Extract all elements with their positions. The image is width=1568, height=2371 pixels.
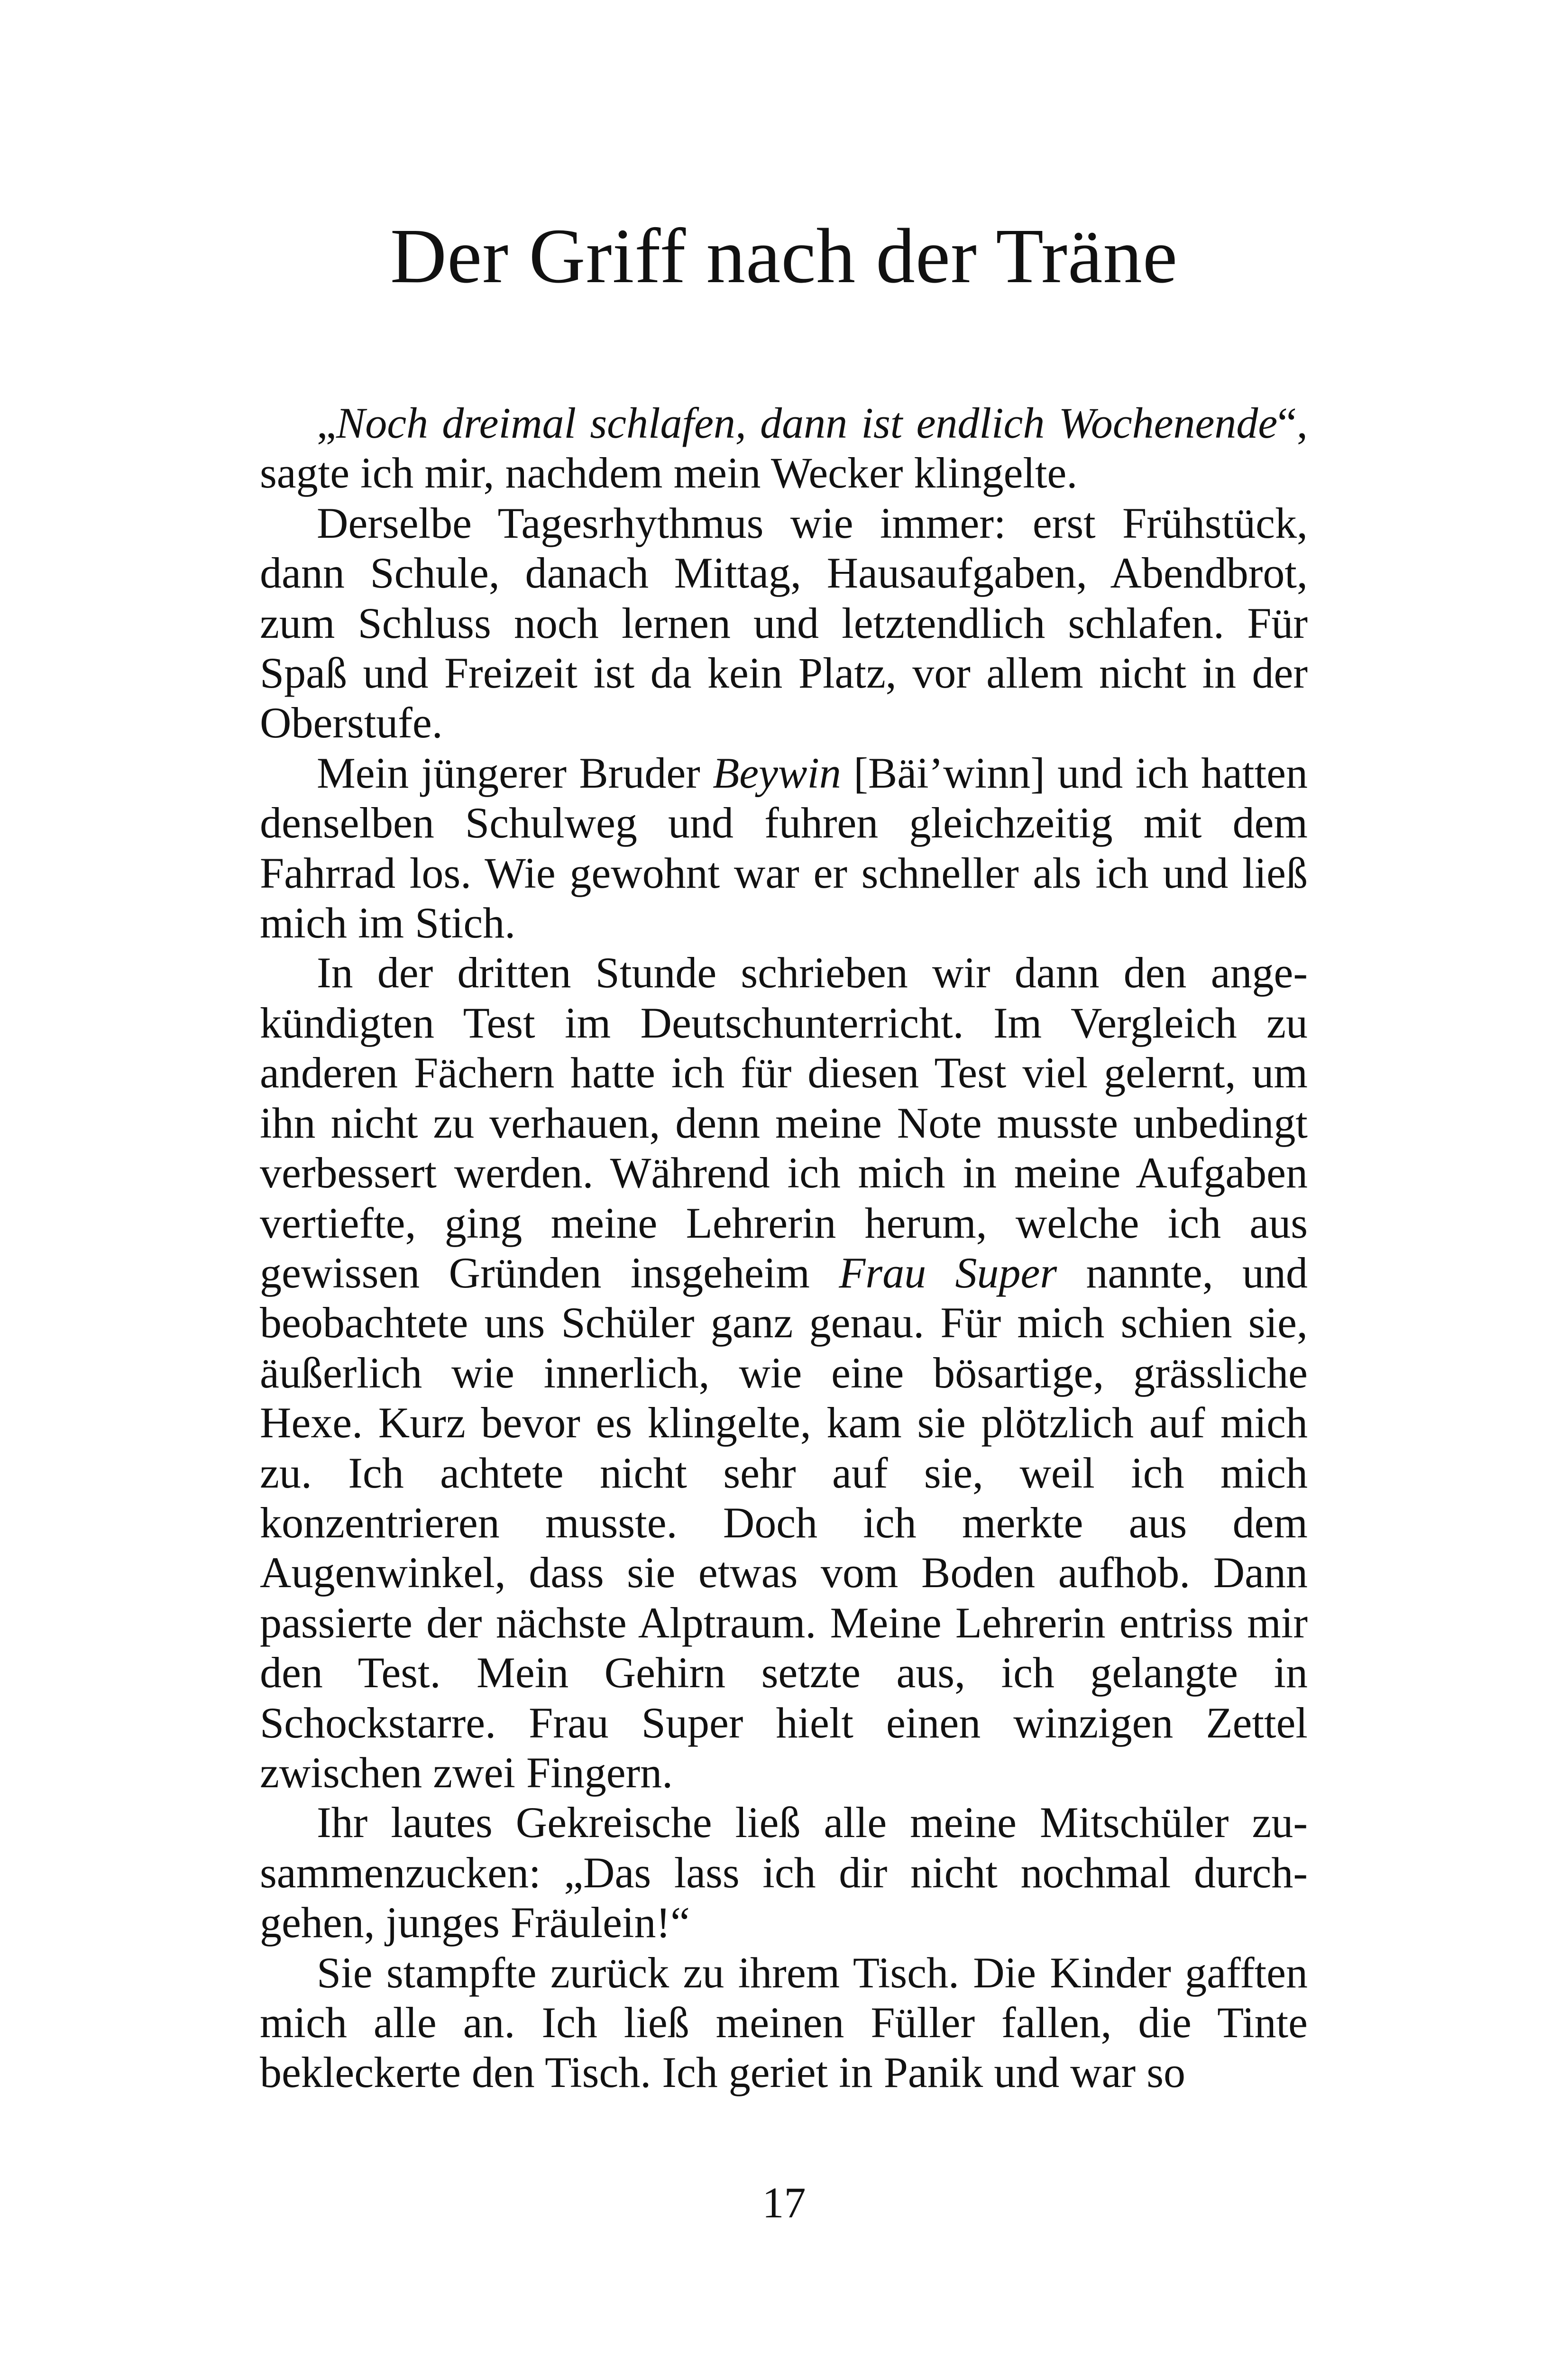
quote-close-mark: “ [1277, 399, 1297, 447]
paragraph-6: Sie stampfte zurück zu ihrem Tisch. Die Kinder gafften mich alle an. Ich ließ meinen Füller fallen, die Tinte bekleckerte den Tisch. Ich geriet in Panik und war so [260, 1948, 1308, 2097]
teacher-nickname: Frau Super [839, 1248, 1057, 1297]
page-number: 17 [762, 2178, 806, 2227]
paragraph-3 [260, 748, 1308, 948]
quote-open-mark: „ [317, 399, 336, 447]
paragraph-2: Derselbe Tagesrhythmus wie immer: erst Frühstück, dann Schule, danach Mittag, Hausaufgaben, Abendbrot, zum Schluss noch lernen und letztendlich schlafen. Für Spaß und Freizeit ist da kein Platz, vor allem nicht in der Oberstufe. [260, 498, 1308, 747]
paragraph-4-text-before: In der dritten Stunde schrieben wir dann den angekündigten Test im Deutschunterricht. Im Vergleich zu anderen Fächern hatte ich für diesen Test viel gelernt, um ihn nicht zu verhauen, denn meine Note musste unbedingt verbessert werden. Während ich mich in meine Aufgaben vertiefte, ging meine Lehrerin herum, welche ich aus gewissen Gründen insgeheim [260, 948, 1308, 1297]
paragraph-4-text-after: nannte, und beobachtete uns Schüler ganz genau. Für mich schien sie, äußerlich wie innerlich, wie eine bösartige, grässliche Hexe. Kurz bevor es klingelte, kam sie plötzlich auf mich zu. Ich achtete nicht sehr auf sie, weil ich mich konzentrieren musste. Doch ich merkte aus dem Augenwinkel, dass sie etwas vom Boden aufhob. Dann passierte der nächste Alptraum. Meine Lehrerin entriss mir den Test. Mein Gehirn setzte aus, ich gelangte in Schockstarre. Frau Super hielt einen winzigen Zettel zwischen zwei Fingern. [260, 1248, 1308, 1797]
paragraph-4 [260, 948, 1308, 1798]
paragraph-3-text-after: [Bäi’winn] und ich hatten denselben Schulweg und fuhren gleichzeitig mit dem Fahrrad los. Wie gewohnt war er schneller als ich und ließ mich im Stich. [260, 748, 1308, 947]
character-name: Beywin [713, 748, 841, 797]
chapter-title: Der Griff nach der Träne [390, 212, 1178, 299]
paragraph-5: Ihr lautes Gekreische ließ alle meine Mitschüler zusammenzucken: „Das lass ich dir nicht nochmal durchgehen, junges Fräulein!“ [260, 1798, 1308, 1947]
paragraph-1 [260, 398, 1308, 498]
paragraph-3-text-before: Mein jüngerer Bruder [317, 748, 713, 797]
quoted-thought: Noch dreimal schlafen, dann ist endlich Wochenende [336, 399, 1278, 447]
paragraph-1-text: , sagte ich mir, nachdem mein Wecker klingelte. [260, 399, 1308, 497]
chapter-body [260, 398, 1308, 2098]
